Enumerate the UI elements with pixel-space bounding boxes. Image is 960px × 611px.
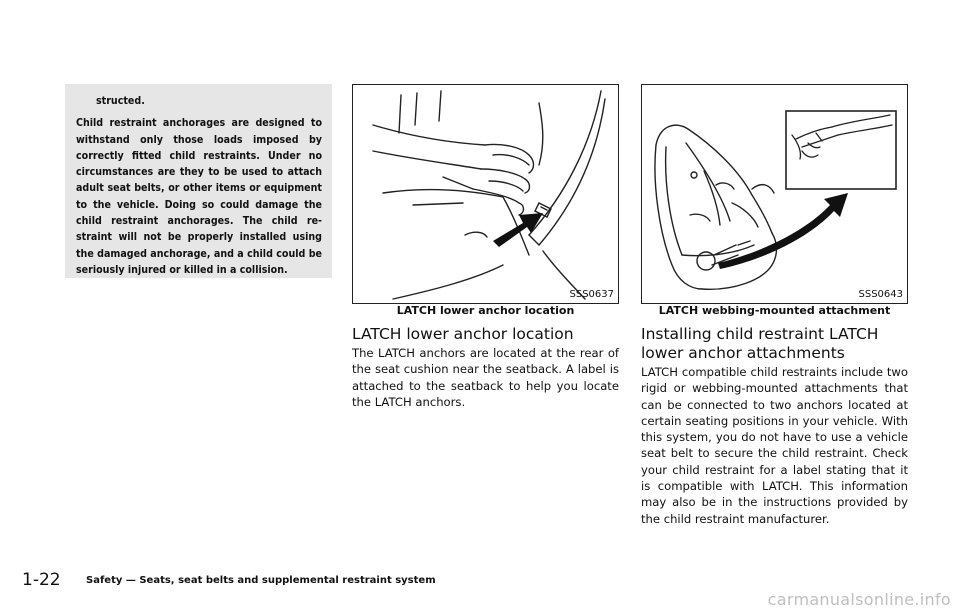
webbing-attachment-illustration (642, 85, 907, 303)
footer-section-title: Safety — Seats, seat belts and supplemental restraint system (86, 575, 436, 586)
page-number: 1-22 (22, 570, 61, 590)
figure-caption: LATCH lower anchor location (396, 304, 575, 317)
figure-lower-anchor (352, 84, 619, 304)
warning-box (65, 84, 332, 278)
figure-code: SSS0643 (858, 289, 903, 300)
watermark: carmanualsonline.info (767, 590, 951, 609)
section-text: LATCH compatible child restraints include two rigid or webbing-mounted attachments that can be connected to two anchors located at certain seating positions in your vehicle. With this system, you do not have to use a vehicle seat belt to secure the child restraint. Check your child restraint for a label stating that it is compatible with LATCH. This information may also be in the instructions provided by the child restraint manufacturer. (641, 365, 908, 526)
section-heading: Installing child restraint LATCH lower anchor attachments (641, 325, 879, 362)
warning-continuation: structed. (96, 95, 145, 107)
figure-caption: LATCH webbing-mounted attachment (658, 304, 891, 317)
figure-code: SSS0637 (569, 289, 614, 300)
figure-webbing-attachment (641, 84, 908, 304)
section-heading: LATCH lower anchor location (352, 325, 574, 343)
section-text: The LATCH anchors are located at the rear of the seat cushion near the seatback. A label is attached to the seatback to help you locate the LATCH anchors. (352, 346, 619, 409)
lower-anchor-illustration (353, 85, 618, 303)
warning-text: Child restraint anchorages are designed to withstand only those loads imposed by correctly fitted child restraints. Under no circumstances are they to be used to attach adult seat belts, or other items or equipment to the vehicle. Doing so could damage the child restraint anchorages. The child re-straint will not be properly installed using the damaged anchorage, and a child could be seriously injured or killed in a collision. (76, 117, 322, 276)
